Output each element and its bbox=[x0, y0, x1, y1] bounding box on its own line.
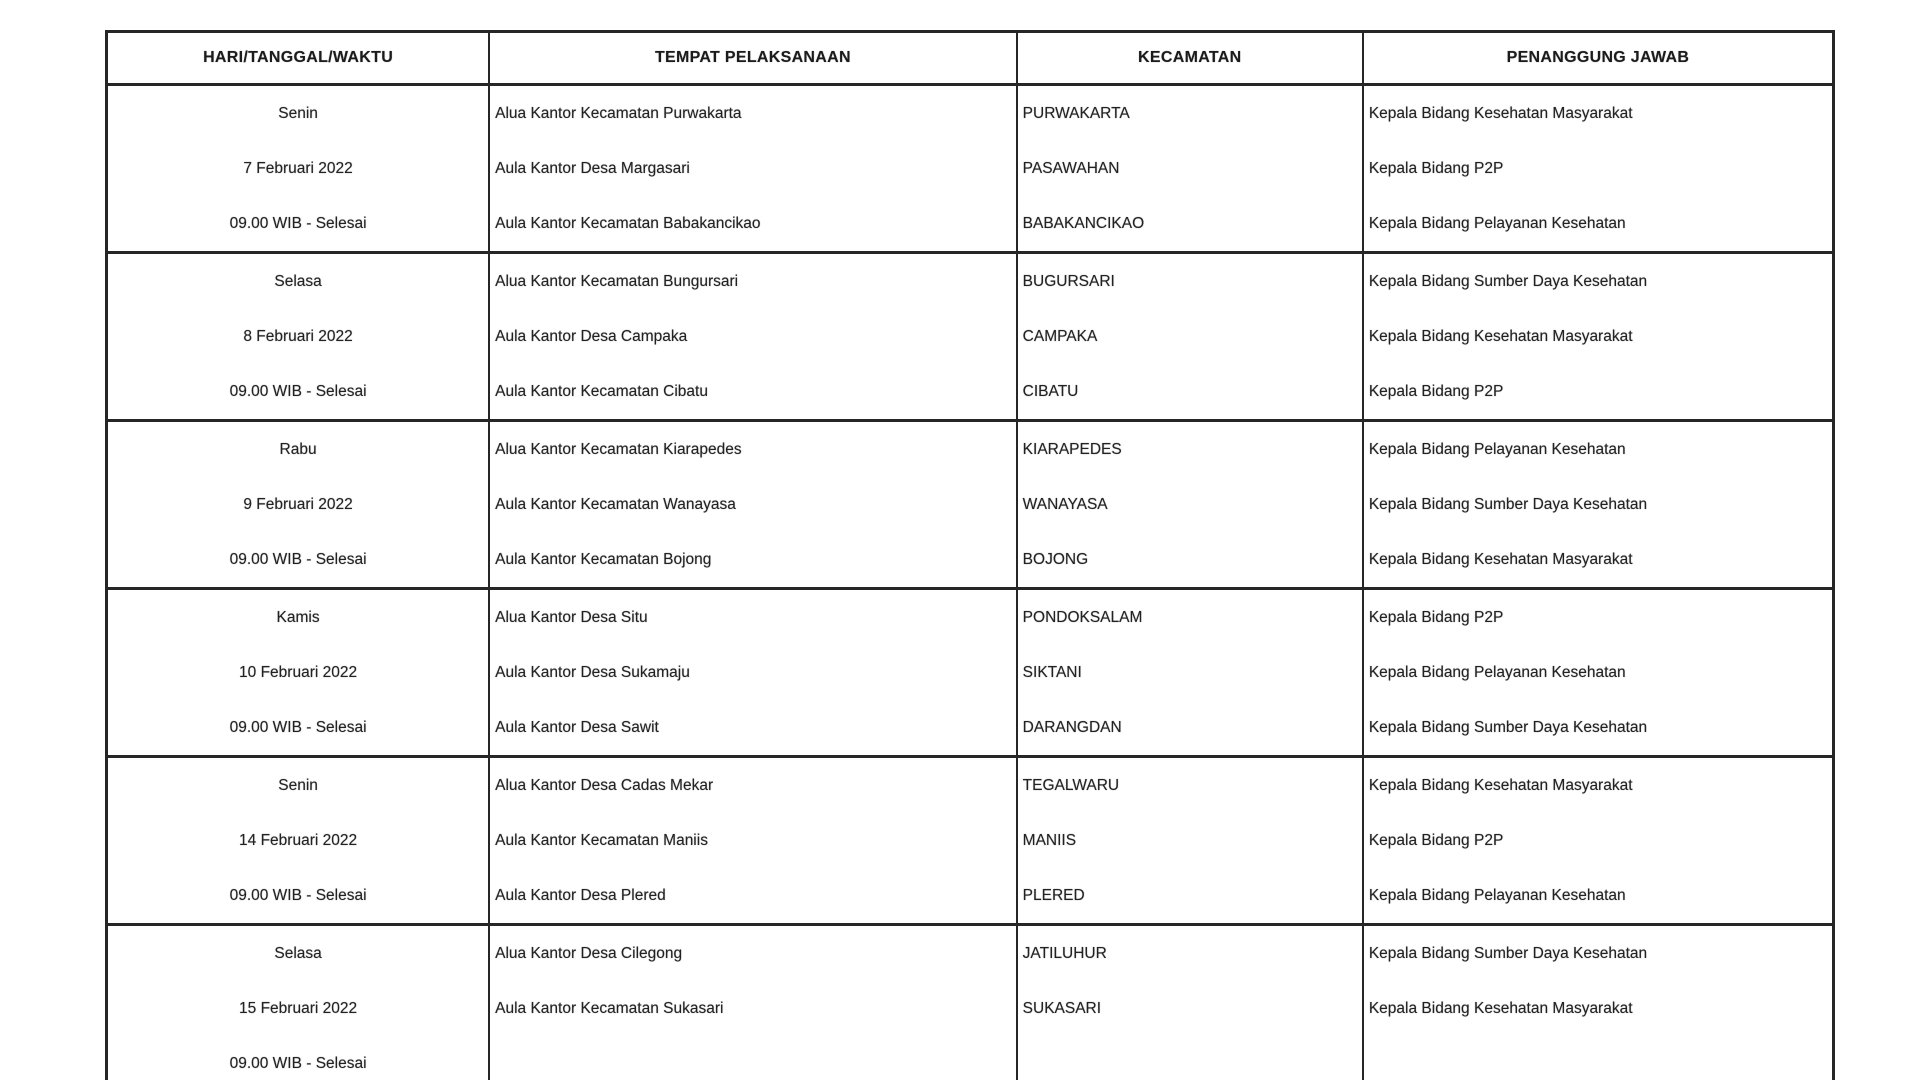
cell-line: SUKASARI bbox=[1022, 999, 1102, 1017]
cell-line: Kepala Bidang Pelayanan Kesehatan bbox=[1368, 440, 1626, 458]
table-cell-penanggung_jawab bbox=[1362, 926, 1832, 1080]
cell-line: Aula Kantor Kecamatan Bojong bbox=[495, 550, 712, 568]
table-row bbox=[108, 926, 1832, 1080]
cell-line: Kepala Bidang Kesehatan Masyarakat bbox=[1368, 327, 1633, 345]
cell-line: 8 Februari 2022 bbox=[243, 327, 353, 345]
cell-line: Rabu bbox=[279, 440, 317, 458]
table-cell-tempat bbox=[488, 590, 1016, 755]
table-cell-schedule bbox=[108, 926, 488, 1080]
cell-line: PONDOKSALAM bbox=[1022, 608, 1143, 626]
table-cell-tempat bbox=[488, 254, 1016, 419]
table-cell-penanggung_jawab bbox=[1362, 758, 1832, 923]
table-cell-kecamatan bbox=[1016, 422, 1362, 587]
cell-line: 14 Februari 2022 bbox=[239, 831, 358, 849]
cell-line: BABAKANCIKAO bbox=[1022, 214, 1145, 232]
cell-line: Aula Kantor Desa Sukamaju bbox=[495, 663, 690, 681]
cell-line: 10 Februari 2022 bbox=[239, 663, 358, 681]
cell-line: BUGURSARI bbox=[1022, 272, 1115, 290]
table-header-row bbox=[108, 33, 1832, 86]
cell-line: Kepala Bidang Sumber Daya Kesehatan bbox=[1368, 718, 1648, 736]
cell-line: Kepala Bidang Kesehatan Masyarakat bbox=[1368, 550, 1633, 568]
table-cell-tempat bbox=[488, 422, 1016, 587]
table-cell-penanggung_jawab bbox=[1362, 254, 1832, 419]
cell-line: Aula Kantor Kecamatan Babakancikao bbox=[495, 214, 761, 232]
cell-line: Aula Kantor Desa Campaka bbox=[495, 327, 688, 345]
table-row bbox=[108, 254, 1832, 422]
table-row bbox=[108, 422, 1832, 590]
cell-line: 09.00 WIB - Selesai bbox=[229, 1054, 367, 1072]
cell-line: Aula Kantor Kecamatan Maniis bbox=[495, 831, 708, 849]
cell-line: Kepala Bidang Kesehatan Masyarakat bbox=[1368, 104, 1633, 122]
cell-line: Alua Kantor Kecamatan Bungursari bbox=[495, 272, 739, 290]
cell-line bbox=[1364, 1036, 1832, 1080]
cell-line: Kepala Bidang P2P bbox=[1368, 382, 1504, 400]
header-cell-tempat-pelaksanaan: TEMPAT PELAKSANAAN bbox=[488, 33, 1016, 83]
cell-line: DARANGDAN bbox=[1022, 718, 1122, 736]
table-cell-penanggung_jawab bbox=[1362, 422, 1832, 587]
table-row bbox=[108, 758, 1832, 926]
cell-line: CIBATU bbox=[1022, 382, 1079, 400]
cell-line: Alua Kantor Kecamatan Kiarapedes bbox=[495, 440, 742, 458]
cell-line: Kepala Bidang Kesehatan Masyarakat bbox=[1368, 776, 1633, 794]
cell-line: Aula Kantor Kecamatan Sukasari bbox=[495, 999, 724, 1017]
cell-line: Aula Kantor Kecamatan Cibatu bbox=[495, 382, 708, 400]
table-cell-kecamatan bbox=[1016, 926, 1362, 1080]
cell-line: Kepala Bidang P2P bbox=[1368, 831, 1504, 849]
cell-line: 09.00 WIB - Selesai bbox=[229, 550, 367, 568]
cell-line: Kepala Bidang P2P bbox=[1368, 608, 1504, 626]
header-cell-hari-tanggal-waktu: HARI/TANGGAL/WAKTU bbox=[203, 49, 394, 66]
cell-line: Kepala Bidang Pelayanan Kesehatan bbox=[1368, 214, 1626, 232]
table-cell-schedule bbox=[108, 590, 488, 755]
cell-line: WANAYASA bbox=[1022, 495, 1108, 513]
header-cell-penanggung-jawab: PENANGGUNG JAWAB bbox=[1362, 33, 1832, 83]
cell-line: Kepala Bidang Kesehatan Masyarakat bbox=[1368, 999, 1633, 1017]
cell-line: Alua Kantor Desa Cilegong bbox=[495, 944, 683, 962]
cell-line: Kepala Bidang Sumber Daya Kesehatan bbox=[1368, 272, 1648, 290]
cell-line: BOJONG bbox=[1022, 550, 1089, 568]
cell-line: Kepala Bidang Pelayanan Kesehatan bbox=[1368, 663, 1626, 681]
table-row bbox=[108, 590, 1832, 758]
cell-line: Kamis bbox=[276, 608, 320, 626]
cell-line: 09.00 WIB - Selesai bbox=[229, 214, 367, 232]
cell-line bbox=[1018, 1036, 1362, 1080]
cell-line: CAMPAKA bbox=[1022, 327, 1098, 345]
table-cell-schedule bbox=[108, 422, 488, 587]
cell-line: Aula Kantor Desa Plered bbox=[495, 886, 666, 904]
cell-line: Selasa bbox=[274, 944, 322, 962]
cell-line bbox=[490, 1036, 1016, 1080]
table-cell-kecamatan bbox=[1016, 86, 1362, 251]
table-cell-schedule bbox=[108, 86, 488, 251]
cell-line: Kepala Bidang Sumber Daya Kesehatan bbox=[1368, 944, 1648, 962]
table-cell-schedule bbox=[108, 254, 488, 419]
cell-line: Alua Kantor Desa Situ bbox=[495, 608, 648, 626]
cell-line: Senin bbox=[278, 776, 318, 794]
cell-line: Kepala Bidang P2P bbox=[1368, 159, 1504, 177]
cell-line: PURWAKARTA bbox=[1022, 104, 1130, 122]
cell-line: Senin bbox=[278, 104, 318, 122]
cell-line: TEGALWARU bbox=[1022, 776, 1120, 794]
schedule-table bbox=[105, 30, 1835, 1080]
cell-line: PASAWAHAN bbox=[1022, 159, 1120, 177]
table-row bbox=[108, 86, 1832, 254]
table-body bbox=[108, 86, 1832, 1080]
table-cell-penanggung_jawab bbox=[1362, 86, 1832, 251]
cell-line: 09.00 WIB - Selesai bbox=[229, 886, 367, 904]
cell-line: Aula Kantor Kecamatan Wanayasa bbox=[495, 495, 736, 513]
table-cell-kecamatan bbox=[1016, 254, 1362, 419]
cell-line: 09.00 WIB - Selesai bbox=[229, 718, 367, 736]
cell-line: JATILUHUR bbox=[1022, 944, 1107, 962]
cell-line: 7 Februari 2022 bbox=[243, 159, 353, 177]
table-cell-schedule bbox=[108, 758, 488, 923]
table-cell-kecamatan bbox=[1016, 590, 1362, 755]
header-cell-kecamatan: KECAMATAN bbox=[1016, 33, 1362, 83]
cell-line: MANIIS bbox=[1022, 831, 1077, 849]
cell-line: SIKTANI bbox=[1022, 663, 1082, 681]
table-cell-penanggung_jawab bbox=[1362, 590, 1832, 755]
cell-line: PLERED bbox=[1022, 886, 1085, 904]
cell-line: Kepala Bidang Pelayanan Kesehatan bbox=[1368, 886, 1626, 904]
cell-line: Kepala Bidang Sumber Daya Kesehatan bbox=[1368, 495, 1648, 513]
cell-line: 09.00 WIB - Selesai bbox=[229, 382, 367, 400]
cell-line: 9 Februari 2022 bbox=[243, 495, 353, 513]
cell-line: 15 Februari 2022 bbox=[239, 999, 358, 1017]
table-cell-tempat bbox=[488, 758, 1016, 923]
cell-line: KIARAPEDES bbox=[1022, 440, 1122, 458]
cell-line: Aula Kantor Desa Margasari bbox=[495, 159, 690, 177]
cell-line: Aula Kantor Desa Sawit bbox=[495, 718, 659, 736]
cell-line: Alua Kantor Kecamatan Purwakarta bbox=[495, 104, 742, 122]
cell-line: Alua Kantor Desa Cadas Mekar bbox=[495, 776, 714, 794]
table-cell-tempat bbox=[488, 926, 1016, 1080]
table-cell-kecamatan bbox=[1016, 758, 1362, 923]
cell-line: Selasa bbox=[274, 272, 322, 290]
table-cell-tempat bbox=[488, 86, 1016, 251]
